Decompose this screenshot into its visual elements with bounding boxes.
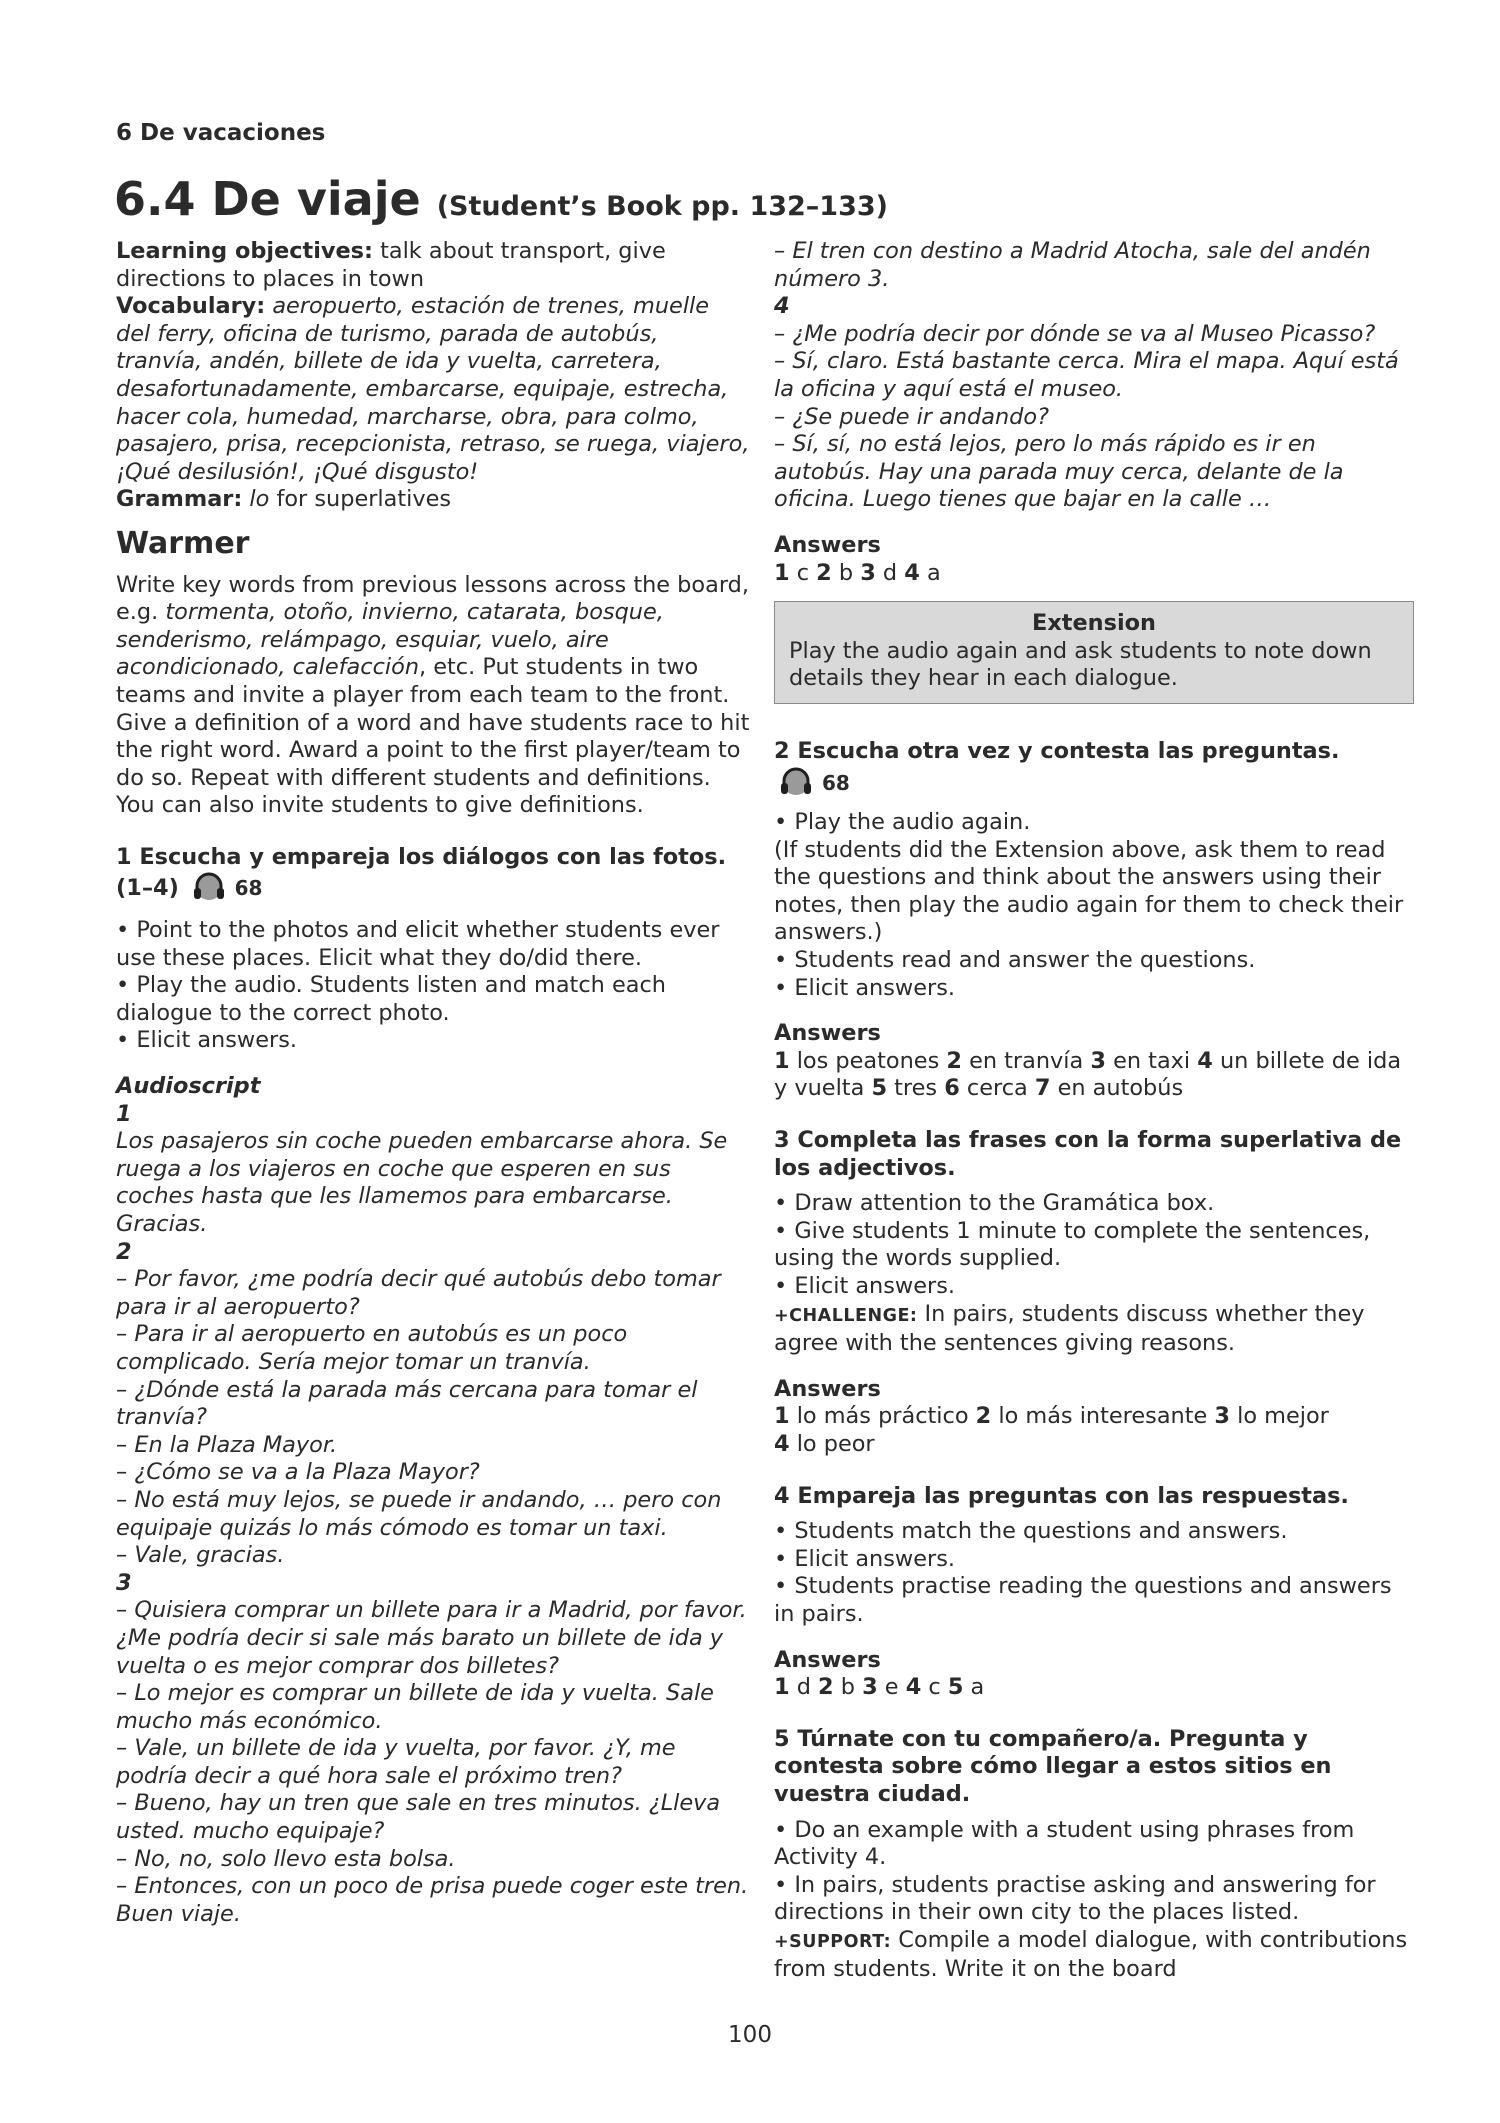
extension-title: Extension — [1032, 610, 1156, 637]
track-number: 68 — [822, 770, 850, 795]
answers-label: Answers — [774, 1646, 881, 1673]
activity1-bullet: • Elicit answers. — [116, 1027, 297, 1054]
dialogue-number: 1 — [116, 1100, 132, 1127]
activity3-bullet: • Elicit answers. — [774, 1273, 955, 1299]
activity2-bullet: • Elicit answers. — [774, 974, 955, 1001]
page-number: 100 — [728, 2022, 772, 2048]
support-note: +SUPPORT: Compile a model dialogue, with contributions from students. Write it on the board — [774, 1926, 1408, 1983]
dialogue-number: 2 — [116, 1238, 132, 1265]
activity3-bullet: • Give students 1 minute to complete the sentences, using the words supplied. — [774, 1217, 1371, 1272]
dialogue-line: – Entonces, con un poco de prisa puede coger este tren. Buen viaje. — [116, 1873, 749, 1927]
dialogue-line: – ¿Me podría decir por dónde se va al Museo Picasso? — [774, 320, 1376, 347]
activity1-bullet: • Play the audio. Students listen and match each dialogue to the correct photo. — [116, 972, 666, 1026]
answers-activity2: 1 los peatones 2 en tranvía 3 en taxi 4 un billete de ida y vuelta 5 tres 6 cerca 7 en autobús — [774, 1047, 1402, 1102]
answers-label: Answers — [774, 531, 881, 558]
vocabulary: Vocabulary: aeropuerto, estación de trenes, muelle del ferry, oficina de turismo, parada de autobús, tranvía, andén, billete de ida y vuelta, carretera, desafortunadamente, embarcarse, equipaje, estrecha, hacer cola, humedad, marcharse, obra, para colmo, pasajero, prisa, recepcionista, retraso, se ruega, viajero, ¡Qué desilusión!, ¡Qué disgusto! — [116, 293, 750, 485]
answers-label: Answers — [774, 1020, 881, 1047]
dialogue-line: Los pasajeros sin coche pueden embarcarse ahora. Se ruega a los viajeros en coche que esperen en sus coches hasta que les llamemos para embarcarse. Gracias. — [116, 1128, 728, 1237]
activity3-bullet: • Draw attention to the Gramática box. — [774, 1190, 1215, 1217]
activity1-heading: 1 Escucha y empareja los diálogos con las fotos. (1–4) 68 — [116, 844, 750, 909]
answers-activity3: 1 lo más práctico 2 lo más interesante 3 lo mejor 4 lo peor — [774, 1403, 1329, 1457]
activity5-bullet: • In pairs, students practise asking and answering for directions in their own city to the places listed. — [774, 1871, 1376, 1926]
activity2-bullet: (If students did the Extension above, ask them to read the questions and think about the answers using their notes, then play the audio again for them to check their answers.) — [774, 836, 1404, 946]
dialogue-line: – ¿Dónde está la parada más cercana para tomar el tranvía? — [116, 1376, 698, 1431]
audioscript-continued — [774, 238, 1414, 514]
dialogue-line: – Bueno, hay un tren que sale en tres minutos. ¿Lleva usted. mucho equipaje? — [116, 1790, 721, 1845]
lesson-title: 6.4 De viaje — [114, 172, 421, 226]
dialogue-line: – Quisiera comprar un billete para ir a Madrid, por favor. ¿Me podría decir si sale más barato un billete de ida y vuelta o es mejor comprar dos billetes? — [116, 1597, 747, 1679]
dialogue-line: – En la Plaza Mayor. — [116, 1431, 338, 1458]
activity5-heading: 5 Túrnate con tu compañero/a. Pregunta y contesta sobre cómo llegar a estos sitios en vuestra ciudad. — [774, 1725, 1332, 1807]
dialogue-line: – Por favor, ¿me podría decir qué autobús debo tomar para ir al aeropuerto? — [116, 1266, 721, 1320]
grammar: Grammar: lo for superlatives — [116, 486, 452, 513]
answers-label: Answers — [774, 1375, 881, 1402]
dialogue-line: – Sí, claro. Está bastante cerca. Mira el mapa. Aquí está la oficina y aquí está el museo. — [774, 348, 1399, 402]
extension-box — [774, 601, 1414, 704]
warmer-text: Write key words from previous lessons across the board, e.g. tormenta, otoño, invierno, catarata, bosque, senderismo, relámpago, esquiar, vuelo, aire acondicionado, calefacción, etc. Put students in two teams and invite a player from each team to the front. Give a definition of a word and have students race to hit the right word. Award a point to the first player/team to do so. Repeat with different students and definitions. You can also invite students to give definitions. — [116, 571, 750, 819]
left-column — [116, 238, 750, 1928]
headphones-icon — [189, 871, 229, 909]
activity2-track — [774, 766, 1414, 804]
activity2-bullet: • Play the audio again. — [774, 809, 1031, 836]
dialogue-line: – Sí, sí, no está lejos, pero lo más rápido es ir en autobús. Hay una parada muy cerca, delante de la oficina. Luego tienes que bajar en la calle … — [774, 431, 1344, 513]
activity3-heading: 3 Completa las frases con la forma superlativa de los adjectivos. — [774, 1127, 1402, 1181]
dialogue-line: – No está muy lejos, se puede ir andando, … pero con equipaje quizás lo más cómodo es tomar un taxi. — [116, 1486, 722, 1541]
dialogue-number: 4 — [774, 293, 790, 320]
dialogue-line: – ¿Cómo se va a la Plaza Mayor? — [116, 1459, 480, 1486]
warmer-heading: Warmer — [116, 525, 250, 561]
challenge-note: +CHALLENGE: In pairs, students discuss whether they agree with the sentences giving reasons. — [774, 1300, 1365, 1357]
activity1-bullet: • Point to the photos and elicit whether students ever use these places. Elicit what they do/did there. — [116, 917, 720, 971]
headphones-icon — [776, 766, 816, 804]
dialogue-line: – No, no, solo llevo esta bolsa. — [116, 1845, 456, 1872]
answers-activity4: 1 d 2 b 3 e 4 c 5 a — [774, 1674, 985, 1701]
book-reference: (Student’s Book pp. 132–133) — [436, 191, 889, 222]
extension-text: Play the audio again and ask students to note down details they hear in each dialogue. — [789, 637, 1372, 692]
audioscript — [116, 1101, 750, 1929]
audioscript-heading: Audioscript — [116, 1073, 261, 1100]
activity5-bullet: • Do an example with a student using phrases from Activity 4. — [774, 1816, 1355, 1871]
activity4-bullet: • Students practise reading the questions and answers in pairs. — [774, 1573, 1392, 1627]
activity2-heading: 2 Escucha otra vez y contesta las preguntas. — [774, 737, 1340, 764]
dialogue-line: – El tren con destino a Madrid Atocha, sale del andén número 3. — [774, 238, 1371, 292]
activity4-bullet: • Elicit answers. — [774, 1545, 955, 1572]
answers-activity1: 1 c 2 b 3 d 4 a — [774, 559, 941, 586]
right-column — [774, 238, 1414, 1984]
dialogue-line: – Lo mejor es comprar un billete de ida y vuelta. Sale mucho más económico. — [116, 1680, 714, 1734]
activity4-bullet: • Students match the questions and answers. — [774, 1518, 1288, 1545]
unit-label: 6 De vacaciones — [116, 120, 326, 146]
learning-objectives: Learning objectives: talk about transport, give directions to places in town — [116, 238, 666, 292]
dialogue-line: – ¿Se puede ir andando? — [774, 403, 1049, 430]
dialogue-number: 3 — [116, 1569, 132, 1596]
page-title — [114, 172, 888, 226]
dialogue-line: – Para ir al aeropuerto en autobús es un poco complicado. Sería mejor tomar un tranvía. — [116, 1321, 628, 1375]
activity4-heading: 4 Empareja las preguntas con las respuestas. — [774, 1482, 1349, 1509]
dialogue-line: – Vale, gracias. — [116, 1542, 285, 1569]
track-number: 68 — [234, 876, 263, 901]
dialogue-line: – Vale, un billete de ida y vuelta, por favor. ¿Y, me podría decir a qué hora sale el próximo tren? — [116, 1735, 676, 1789]
activity2-bullet: • Students read and answer the questions. — [774, 947, 1256, 974]
